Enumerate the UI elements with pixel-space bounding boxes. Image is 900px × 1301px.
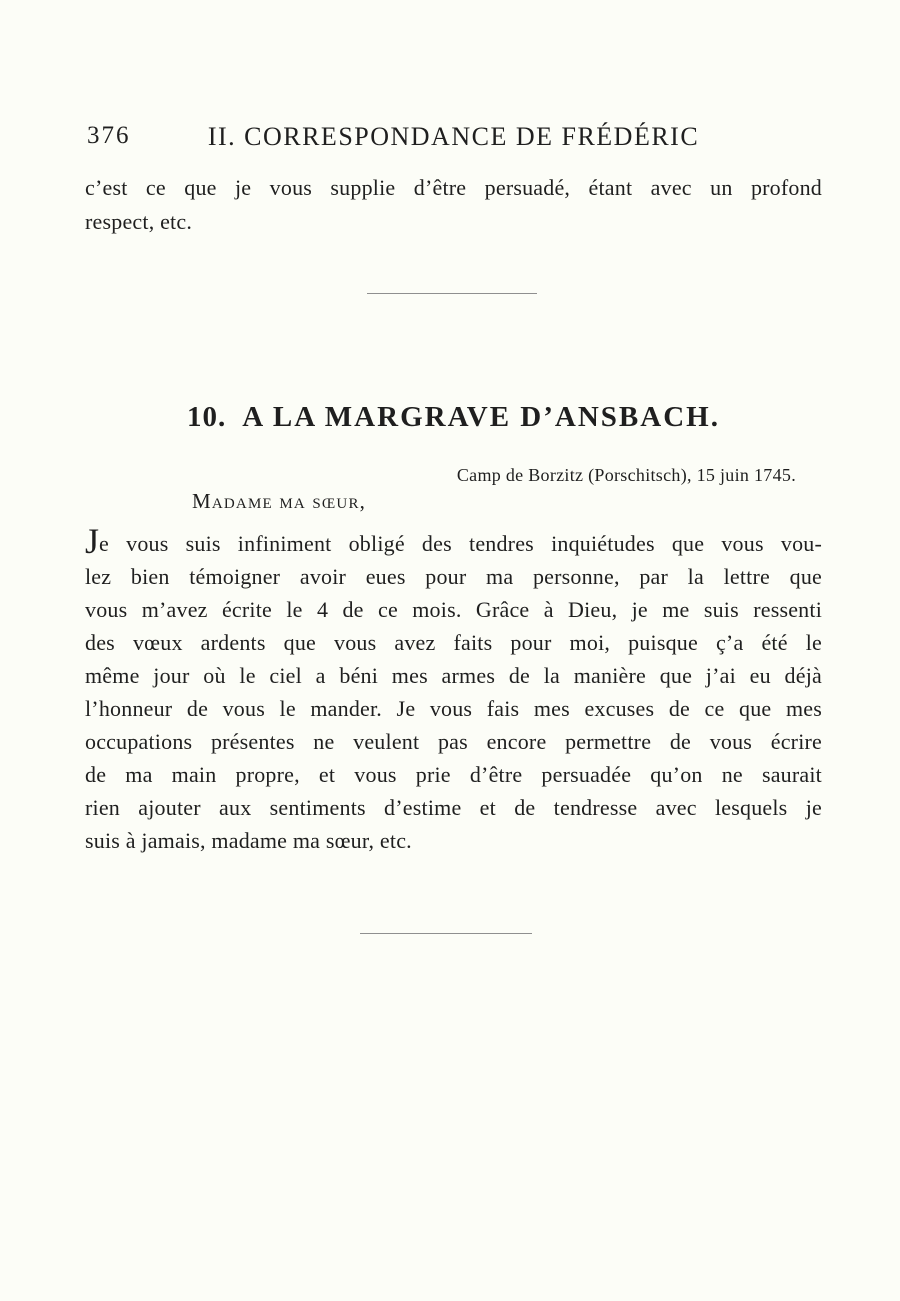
text-line: rien ajouter aux sentiments d’estime et de tendresse avec lesquels je (85, 795, 822, 820)
text-line: suis à jamais, madame ma sœur, etc. (85, 828, 412, 853)
letter-heading (85, 401, 822, 434)
page-number: 376 (87, 122, 131, 149)
dateline: Camp de Borzitz (Porschitsch), 15 juin 1745. (456, 465, 796, 485)
running-head-title: II. CORRESPONDANCE DE FRÉDÉRIC (207, 122, 700, 151)
running-head (85, 122, 822, 158)
initial-capital: J (85, 521, 100, 561)
body-first-line-text: e vous suis infiniment obligé des tendres inquiétudes que vous vou- (99, 531, 822, 556)
text-line: de ma main propre, et vous prie d’être persuadée qu’on ne saurait (85, 762, 822, 787)
letter-title: A LA MARGRAVE D’ANSBACH. (242, 401, 720, 433)
text-line: respect, etc. (85, 209, 193, 234)
text-line: des vœux ardents que vous avez faits pour moi, puisque ç’a été le (85, 630, 822, 655)
letter-number: 10. (187, 401, 227, 433)
text-line: c’est ce que je vous supplie d’être persuadé, étant avec un profond (85, 175, 822, 200)
text-line: lez bien témoigner avoir eues pour ma personne, par la lettre que (85, 564, 822, 589)
section-divider-top (367, 293, 537, 294)
text-line: occupations présentes ne veulent pas encore permettre de vous écrire (85, 729, 822, 754)
body-lines (85, 560, 822, 857)
text-line: l’honneur de vous le mander. Je vous fais mes excuses de ce que mes (85, 696, 822, 721)
letter-body (85, 521, 822, 857)
body-first-line (85, 521, 822, 561)
text-line: même jour où le ciel a béni mes armes de la manière que j’ai eu déjà (85, 663, 822, 688)
salutation: Madame ma sœur, (192, 489, 367, 513)
section-divider-bottom (360, 933, 532, 934)
continuation-paragraph (85, 171, 822, 239)
text-line: vous m’avez écrite le 4 de ce mois. Grâce à Dieu, je me suis ressenti (85, 597, 822, 622)
